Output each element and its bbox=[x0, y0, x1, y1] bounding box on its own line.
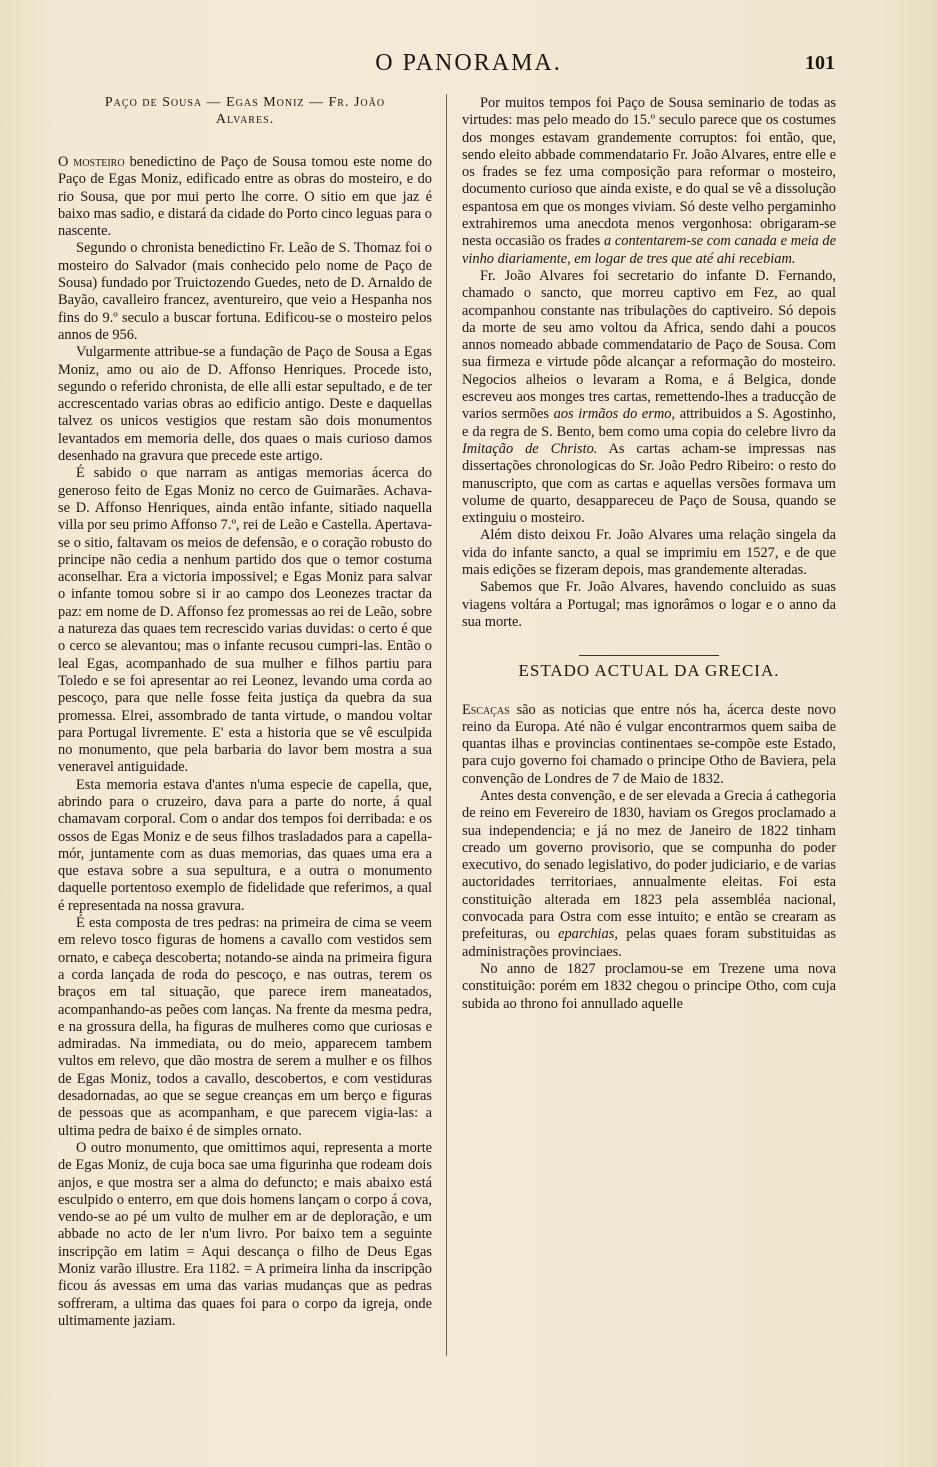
paragraph-14: No anno de 1827 proclamou-se em Trezene uma nova constituição: porém em 1832 chegou o principe Otho, com cuja subida ao throno foi annullado aquelle bbox=[462, 960, 836, 1012]
paragraph-9 bbox=[462, 268, 836, 527]
italic-title: Imitação de Christo. bbox=[462, 440, 598, 457]
paragraph-11: Sabemos que Fr. João Alvares, havendo concluido as suas viagens voltára a Portugal; mas ignorâmos o logar e o anno da sua morte. bbox=[462, 579, 836, 630]
paragraph-7: O outro monumento, que omittimos aqui, representa a morte de Egas Moniz, de cuja boca sae uma figurinha que rodeam dois anjos, e que mostra ser a alma do defuncto; e mais abaixo está esculpido o enterro, em que dois homens lançam o corpo á cova, vendo-se ao pé um vulto de mulher em ar de deploração, e um abbade no acto de ler n'um livro. Por baixo tem a seguinte inscripção em latim = Aqui descança o filho de Deus Egas Moniz varão illustre. Era 1182. = A primeira linha da inscripção ficou ás avessas em uma das varias mudanças que as pedras soffreram, a ultima das quaes foi para o corpo da igreja, onde ultimamente jaziam. bbox=[58, 1139, 432, 1329]
paragraph-text: benedictino de Paço de Sousa tomou este nome do Paço de Egas Moniz, edificado entre as obras do mosteiro, e do rio Sousa, que por mui perto lhe corre. O sitio em que jaz é baixo mas sadio, e distará da cidade do Porto cinco leguas para o nascente. bbox=[58, 154, 432, 240]
paragraph-10: Além disto deixou Fr. João Alvares uma relação singela da vida do infante sancto, a qual se imprimiu em 1527, e de que mais edições se fizeram depois, mas grandemente alteradas. bbox=[462, 527, 836, 579]
right-column bbox=[462, 95, 836, 1013]
paragraph-1 bbox=[58, 154, 432, 240]
paragraph-text: , pelas quaes foram substituidas as administrações provinciaes. bbox=[462, 926, 836, 960]
paragraph-text: Fr. João Alvares foi secretario do infante D. Fernando, chamado o sancto, que morreu captivo em Fez, ao qual acompanhou constante nas tribulações do captiveiro. Só depois da morte de seu amo voltou da Africa, sendo dahi a poucos annos nomeado abbade commendatario de Paço de Sousa. Com sua firmeza e virtude pôde alcançar a reformação do mosteiro. Negocios alheios o levaram a Roma, e á Belgica, donde escreveu aos monges tres cartas, remettendo-lhes a traducção de varios sermões bbox=[462, 267, 836, 423]
running-title: O PANORAMA. bbox=[375, 50, 562, 76]
paragraph-text: Antes desta convenção, e de ser elevada a Grecia á cathegoria de reino em Fevereiro de 1830, haviam os Gregos proclamado a sua independencia; e já no mez de Janeiro de 1822 tinham creado um governo provisorio, que se compunha do poder executivo, do senado legislativo, do poder judiciario, e de varias auctoridades territoriaes, annualmente eleitas. Foi esta constituição alterada em 1823 pela assembléa nacional, convocada para Ostra com esse intuito; e então se crearam as prefeituras, ou bbox=[462, 787, 836, 943]
italic-quote: a contentarem-se com canada e meia de vinho diariamente, em logar de tres que até ahi recebiam. bbox=[462, 233, 836, 267]
paragraph-2: Segundo o chronista benedictino Fr. Leão de S. Thomaz foi o mosteiro do Salvador (mais conhecido pelo nome de Paço de Sousa) fundado por Truictozendo Guedes, neto de D. Arnaldo de Bayão, cavalleiro francez, aventureiro, que veio a Hespanha nos fins do 9.º seculo a buscar fortuna. Edificou-se o mosteiro pelos annos de 956. bbox=[58, 240, 432, 343]
paragraph-text: Por muitos tempos foi Paço de Sousa seminario de todas as virtudes: mas pelo meado do 15.º seculo parece que os costumes dos monges estavam grandemente corruptos: foi então, que, sendo eleito abbade commendatario Fr. João Alvares, entre elle e os frades se fez uma composição para reformar o mosteiro, documento curioso que ainda existe, e do qual se vê a dissolução espantosa em que os monges viviam. Só deste velho pergaminho extrahiremos uma anecdota menos vergonhosa: obrigaram-se nesta occasião os frades bbox=[462, 95, 836, 250]
paragraph-text: são as noticias que entre nós ha, ácerca deste novo reino da Europa. Até não é vulgar encontrarmos quem saiba de quantas ilhas e provincias continentaes se-compõe este Estado, para cujo governo foi chamado o principe Otho de Baviera, pela convenção de Londres de 7 de Maio de 1832. bbox=[462, 701, 836, 787]
article-heading bbox=[58, 94, 432, 128]
lead-word: Escaças bbox=[462, 701, 510, 718]
paragraph-3: Vulgarmente attribue-se a fundação de Paço de Sousa a Egas Moniz, amo ou aio de D. Affonso Henriques. Procede isto, segundo o referido chronista, de elle alli estar sepultado, e de ter accrescentado varias obras ao edificio antigo. Deste e daquellas talvez os unicos vestigios que restam são dois monumentos levantados em memoria delle, dos quaes o mais curioso damos desenhado na gravura que precede este artigo. bbox=[58, 344, 432, 465]
article-heading-line-2: Alvares. bbox=[215, 112, 275, 127]
paragraph-text: As cartas acham-se impressas nas dissertações chronologicas do Sr. João Pedro Ribeiro: o resto do manuscripto, que com as cartas e aquellas versões formava um volume de quarto, desappareceu de Paço de Sousa, quando se extinguiu o mosteiro. bbox=[462, 440, 836, 527]
paragraph-6: É esta composta de tres pedras: na primeira de cima se veem em relevo tosco figuras de homens a cavallo com vestidos sem ornato, e cabeça descoberta; notando-se ainda na primeira figura a corda lançada de roda do pescoço, e nas outras, terem os braços em tal situação, que parece irem maneatados, acompanhando-as peões com lanças. Na frente da mesma pedra, e na grossura della, ha figuras de mulheres como que curiosas e admiradas. Na immediata, ou do meio, apparecem tambem vultos em relevo, que dão mostra de serem a mulher e os filhos de Egas Moniz, todos a cavallo, descobertos, e com vestiduras desadornadas, ao que se segue creanças em um berço e figuras de pessoas que as acompanham, e que parecem vigia-las: a ultima pedra de baixo é de simples ornato. bbox=[58, 915, 432, 1139]
article-heading-line-1: Paço de Sousa — Egas Moniz — Fr. João bbox=[104, 95, 386, 110]
section-title: ESTADO ACTUAL DA GRECIA. bbox=[518, 661, 780, 681]
paragraph-5: Esta memoria estava d'antes n'uma especie de capella, que, abrindo para o cruzeiro, dava para a parte do norte, á qual chamavam corporal. Com o andar dos tempos foi derribada: e os ossos de Egas Moniz e de seus filhos trasladados para a capella-mór, juntamente com as duas memorias, das quaes uma era a que estava sobre a sua sepultura, e a outra o monumento daquelle portentoso exemplo de fidelidade que referimos, a qual é representada na nossa gravura. bbox=[58, 776, 432, 914]
lead-word: O mosteiro bbox=[58, 154, 125, 170]
section-rule bbox=[579, 655, 719, 656]
paragraph-12 bbox=[462, 702, 836, 788]
italic-title: aos irmãos do ermo bbox=[553, 406, 672, 423]
italic-term: eparchias bbox=[558, 926, 615, 943]
page-number: 101 bbox=[805, 52, 835, 74]
paragraph-4: É sabido o que narram as antigas memorias ácerca do generoso feito de Egas Moniz no cerco de Guimarães. Achava-se D. Affonso Henriques, ainda então infante, sitiado naquella villa por seu primo Affonso 7.º, rei de Leão e Castella. Apertava-se o sitio, faltavam os meios de defensão, e o coração robusto do principe não cedia a nenhum partido dos que o temor costuma aconselhar. Era a victoria impossivel; e Egas Moniz para salvar o infante tomou sobre si ir ao campo dos Leonezes tractar da paz: em nome de D. Affonso fez promessas ao rei de Leão, sobre a natureza das quaes tem recrescido varias duvidas: o certo é que o cerco se alevantou; mas o infante recusou cumpri-las. Então o leal Egas, acompanhado de sua mulher e filhos partiu para Toledo e se foi apresentar ao rei Leonez, levando uma corda ao pescoço, para que nelle fosse feita justiça da quebra da sua promessa. Elrei, assombrado de tanta virtude, o mandou voltar para Portugal livremente. E' esta a historia que se vê esculpida no monumento, que pela barbaria do lavor bem mostra a sua veneravel antiguidade. bbox=[58, 465, 432, 776]
column-divider bbox=[446, 94, 447, 1356]
paragraph-8 bbox=[462, 95, 836, 268]
left-column bbox=[58, 94, 432, 1330]
paragraph-text: , attribuidos a S. Agostinho, e da regra de S. Bento, bem como uma copia do celebre livro da bbox=[462, 406, 836, 440]
paragraph-13 bbox=[462, 788, 836, 961]
